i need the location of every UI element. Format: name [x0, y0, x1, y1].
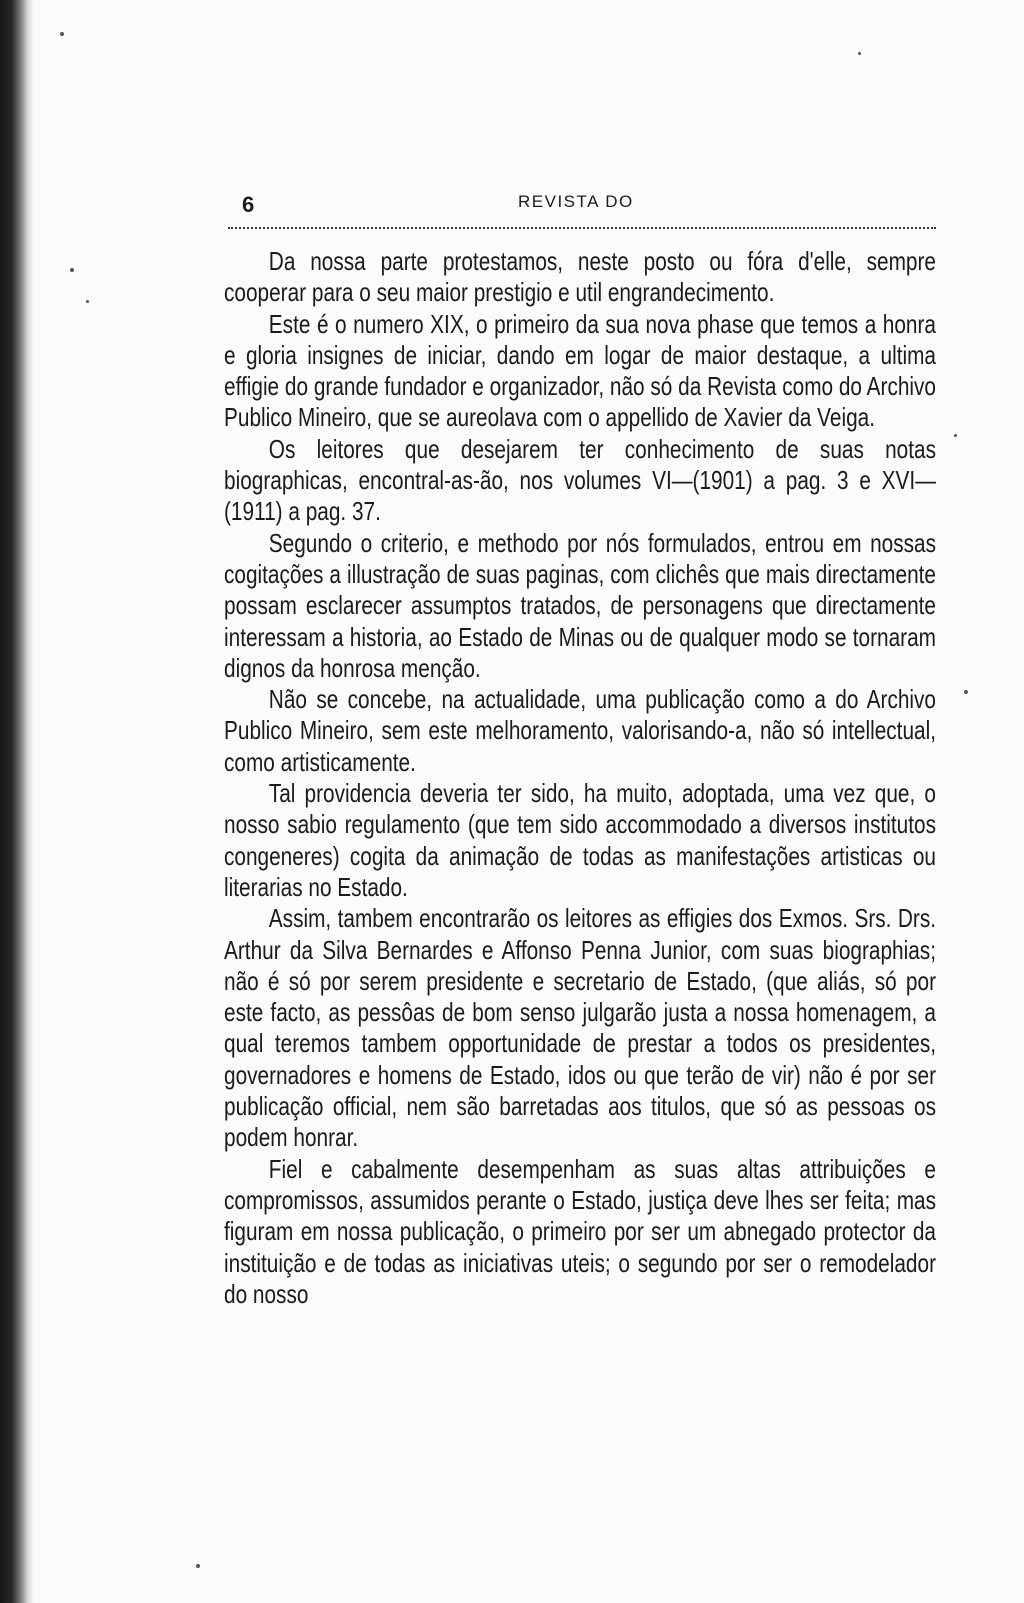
- speck: [858, 52, 861, 55]
- paragraph: Da nossa parte protestamos, neste posto ou fóra d'elle, sempre cooperar para o seu maior prestigio e util engrandecimento.: [224, 246, 936, 308]
- speck: [196, 1564, 200, 1568]
- speck: [60, 32, 64, 36]
- paragraph: Não se concebe, na actualidade, uma publicação como a do Archivo Publico Mineiro, sem este melhoramento, valorisando-a, não só intellectual, como artisticamente.: [224, 684, 936, 777]
- paragraph: Assim, tambem encontrarão os leitores as effigies dos Exmos. Srs. Drs. Arthur da Silva Bernardes e Affonso Penna Junior, com suas biographias; não é só por serem presidente e secretario de Estado, (que aliás, só por este facto, as pessôas de bom senso julgarão justa a nossa homenagem, a qual teremos tambem opportunidade de prestar a todos os presidentes, governadores e homens de Estado, idos ou que terão de vir) não é por ser publicação official, nem são barretadas aos titulos, que só as pessoas os podem honrar.: [224, 903, 936, 1153]
- speck: [954, 434, 957, 437]
- paragraph: Fiel e cabalmente desempenham as suas altas attribuições e compromissos, assumidos perante o Estado, justiça deve lhes ser feita; mas figuram em nossa publicação, o primeiro por ser um abnegado protector da instituição e de todas as iniciativas uteis; o segundo por ser o remodelador do nosso: [224, 1153, 936, 1309]
- book-spine-shadow: [0, 0, 34, 1603]
- speck: [70, 268, 74, 272]
- running-head: REVISTA DO: [518, 192, 634, 211]
- speck: [964, 690, 968, 694]
- page-header: [228, 188, 936, 236]
- paragraph: Este é o numero XIX, o primeiro da sua nova phase que temos a honra e gloria insignes de iniciar, dando em logar de maior destaque, a ultima effigie do grande fundador e organizador, não só da Revista como do Archivo Publico Mineiro, que se aureolava com o appellido de Xavier da Veiga.: [224, 308, 936, 433]
- body-text: [224, 246, 936, 1310]
- paragraph: Os leitores que desejarem ter conhecimento de suas notas biographicas, encontral-as-ão, nos volumes VI—(1901) a pag. 3 e XVI—(1911) a pag. 37.: [224, 433, 936, 527]
- speck: [86, 300, 89, 303]
- paragraph: Tal providencia deveria ter sido, ha muito, adoptada, uma vez que, o nosso sabio regulamento (que tem sido accommodado a diversos institutos congeneres) cogita da animação de todas as manifestações artisticas ou literarias no Estado.: [224, 778, 936, 902]
- page-number: 6: [242, 192, 255, 217]
- header-rule: [228, 224, 936, 229]
- paragraph: Segundo o criterio, e methodo por nós formulados, entrou em nossas cogitações a illustração de suas paginas, com clichês que mais directamente possam esclarecer assumptos tratados, de personagens que directamente interessam a historia, ao Estado de Minas ou de qualquer modo se tornaram dignos da honrosa menção.: [224, 527, 936, 683]
